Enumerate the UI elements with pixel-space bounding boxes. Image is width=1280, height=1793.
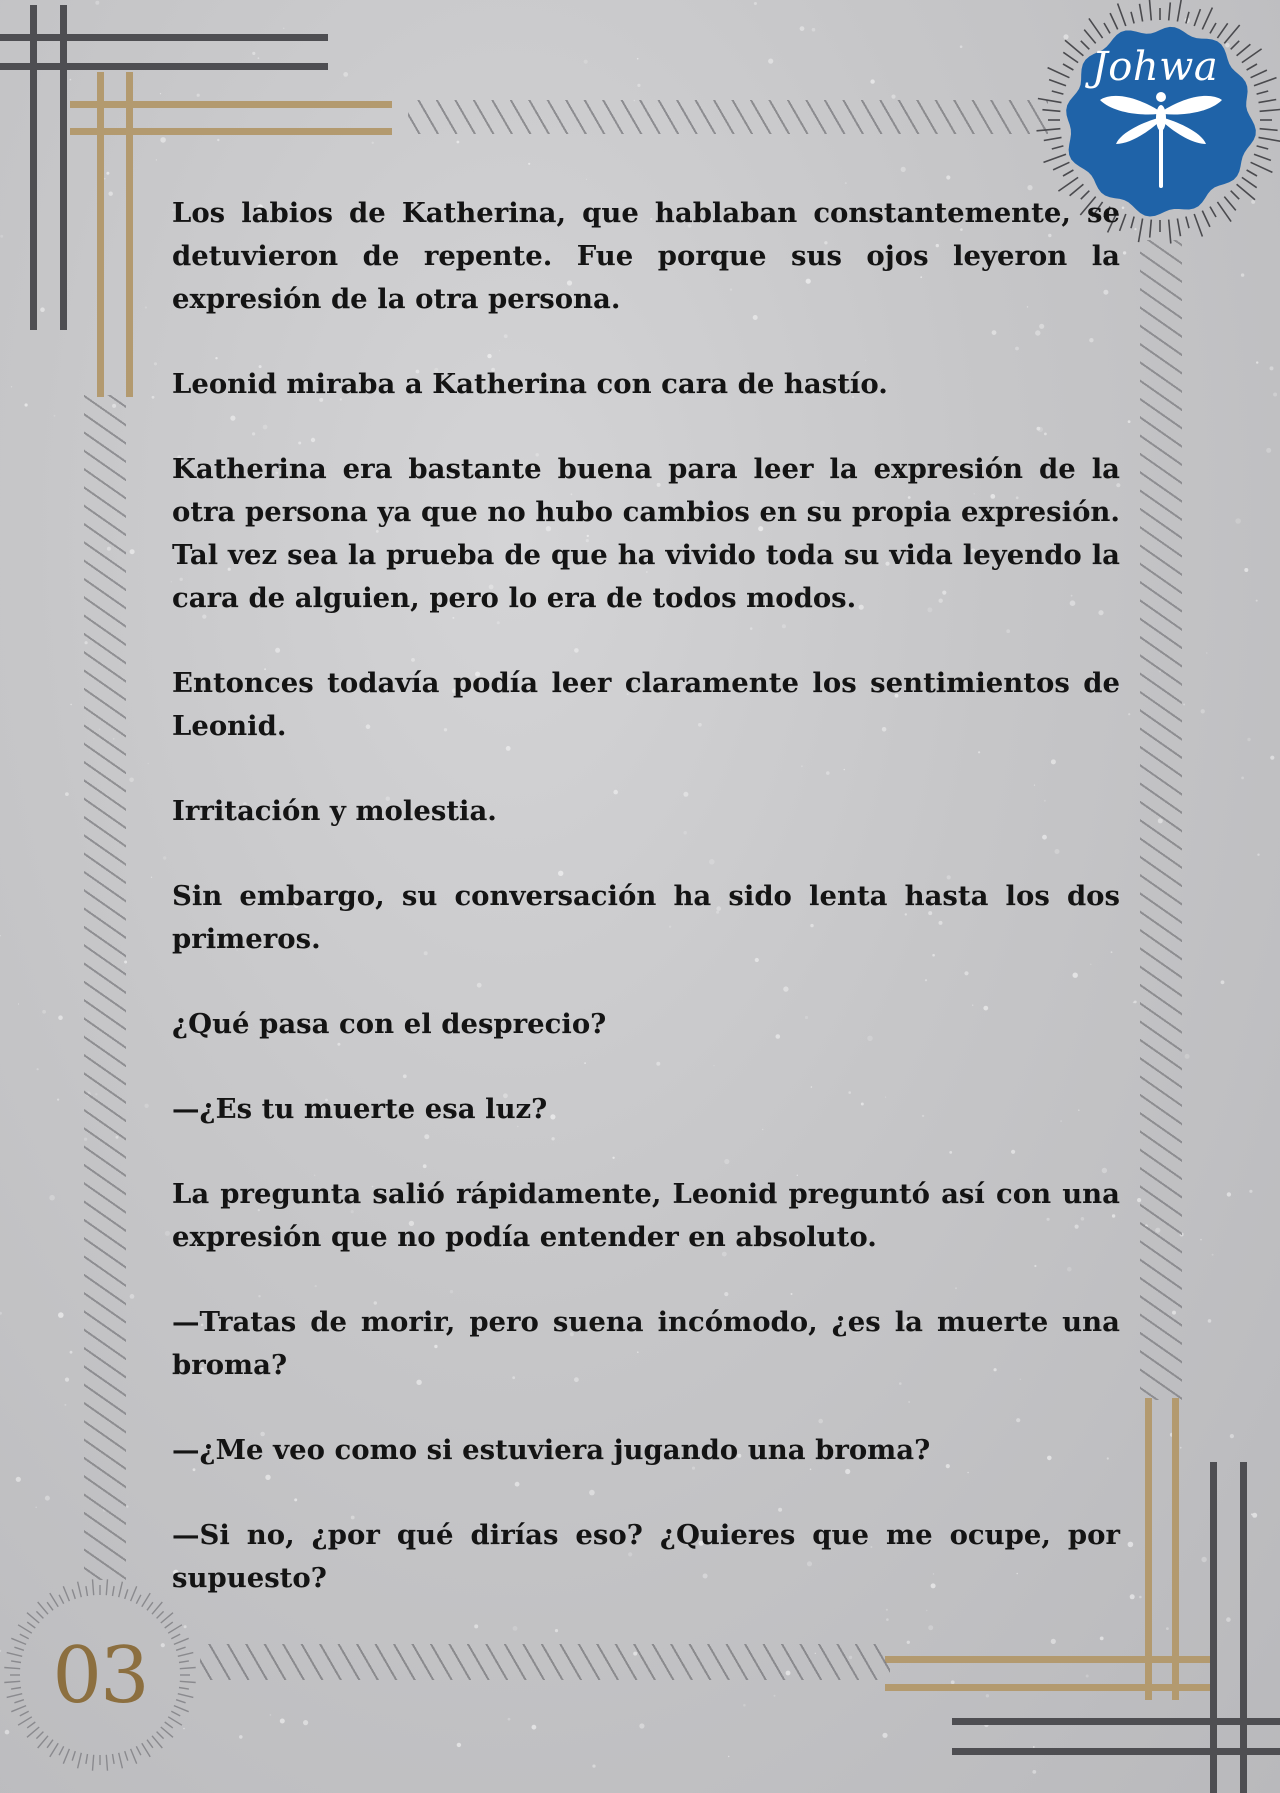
hatch-stripe-top (408, 100, 1048, 134)
paragraph: Los labios de Katherina, que hablaban constantemente, se detuvieron de repente. Fue porque sus ojos leyeron la expresión de la otra persona. (172, 197, 1120, 315)
frame-bar (97, 72, 104, 397)
paragraph: —Si no, ¿por qué dirías eso? ¿Quieres que me ocupe, por supuesto? (172, 1519, 1120, 1594)
paragraph: Sin embargo, su conversación ha sido lenta hasta los dos primeros. (172, 880, 1120, 955)
frame-bar (126, 72, 133, 397)
frame-bar (60, 5, 67, 330)
hatch-stripe-right (1140, 240, 1182, 1400)
story-text (172, 192, 1120, 1642)
paragraph: —¿Es tu muerte esa luz? (172, 1093, 548, 1125)
paragraph: —¿Me veo como si estuviera jugando una broma? (172, 1434, 931, 1466)
paragraph: —Tratas de morir, pero suena incómodo, ¿es la muerte una broma? (172, 1306, 1120, 1381)
paragraph: Leonid miraba a Katherina con cara de hastío. (172, 368, 888, 400)
frame-bar (1240, 1462, 1247, 1793)
frame-bar (885, 1656, 1215, 1663)
frame-bar (30, 5, 37, 330)
paragraph: Entonces todavía podía leer claramente los sentimientos de Leonid. (172, 667, 1120, 742)
frame-bar (952, 1718, 1280, 1725)
frame-bar (885, 1684, 1215, 1691)
paragraph: ¿Qué pasa con el desprecio? (172, 1008, 607, 1040)
frame-bar (0, 34, 328, 41)
hatch-stripe-left (84, 395, 126, 1580)
frame-bar (952, 1748, 1280, 1755)
frame-bar (70, 101, 392, 108)
page-number-badge (0, 1575, 200, 1775)
frame-bar (1172, 1398, 1179, 1700)
frame-bar (0, 63, 328, 70)
hatch-stripe-bottom (200, 1644, 890, 1680)
page-number: 03 (52, 1631, 148, 1721)
brand-name: Johwa (1091, 44, 1219, 90)
paragraph: La pregunta salió rápidamente, Leonid preguntó así con una expresión que no podía entender en absoluto. (172, 1178, 1120, 1253)
frame-bar (70, 128, 392, 135)
frame-bar (1210, 1462, 1217, 1793)
frame-bar (1145, 1398, 1152, 1700)
paragraph: Irritación y molestia. (172, 795, 497, 827)
paragraph: Katherina era bastante buena para leer la expresión de la otra persona ya que no hubo cambios en su propia expresión. Tal vez sea la prueba de que ha vivido toda su vida leyendo la cara de alguien, pero lo era de todos modos. (172, 453, 1120, 614)
